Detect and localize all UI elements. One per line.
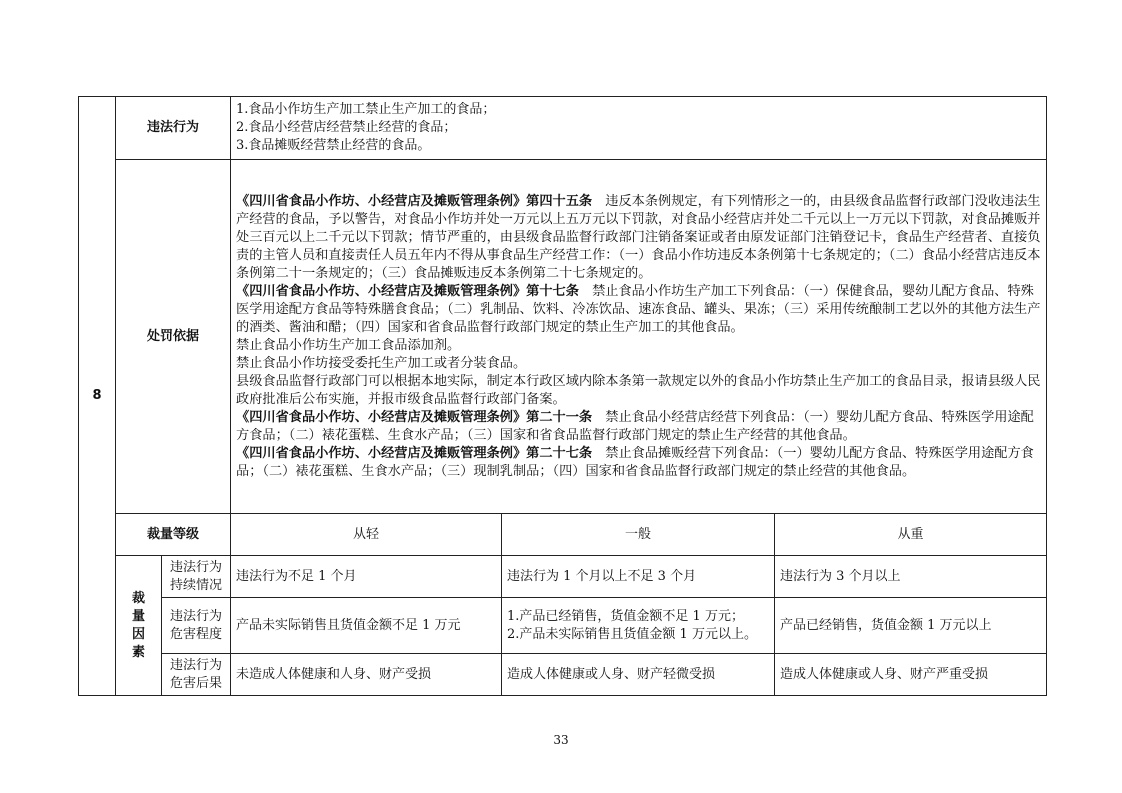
factor-heavy: 产品已经销售，货值金额 1 万元以上	[775, 598, 1047, 654]
factor-normal: 违法行为 1 个月以上不足 3 个月	[502, 556, 775, 598]
law-text: 禁止食品小经营店经营下列食品：（一）婴幼儿配方食品、特殊医学用途配方食品；（二）裱花蛋糕、生食水产品；（三）国家和省食品监督行政部门规定的禁止生产经营的其他食品。	[236, 409, 1034, 443]
violation-label: 违法行为	[116, 97, 231, 160]
basis-paragraph	[236, 445, 1041, 481]
basis-paragraph: 县级食品监督行政部门可以根据本地实际，制定本行政区域内除本条第一款规定以外的食品小作坊禁止生产加工的食品目录，报请县级人民政府批准后公布实施，并报市级食品监督行政部门备案。	[236, 373, 1041, 407]
law-citation: 《四川省食品小作坊、小经营店及摊贩管理条例》第四十五条	[236, 193, 593, 209]
law-text: 禁止食品小作坊生产加工下列食品：（一）保健食品，婴幼儿配方食品、特殊医学用途配方食品等特殊膳食食品；（二）乳制品、饮料、冷冻饮品、速冻食品、罐头、果冻；（三）采用传统酿制工艺以外的其他方法生产的酒类、酱油和醋；（四）国家和省食品监督行政部门规定的禁止生产加工的其他食品。	[236, 283, 1041, 335]
violation-item: 3.食品摊贩经营禁止经营的食品。	[236, 138, 431, 153]
law-citation: 《四川省食品小作坊、小经营店及摊贩管理条例》第二十一条	[236, 409, 593, 425]
factor-light: 产品未实际销售且货值金额不足 1 万元	[231, 598, 502, 654]
basis-paragraph	[236, 283, 1041, 337]
violation-item: 2.食品小经营店经营禁止经营的食品；	[236, 120, 457, 135]
factors-label-text: 裁量因素	[132, 590, 146, 660]
basis-paragraph: 禁止食品小作坊接受委托生产加工或者分装食品。	[236, 355, 527, 371]
basis-paragraph: 禁止食品小作坊生产加工食品添加剂。	[236, 337, 461, 353]
factor-name: 违法行为持续情况	[162, 556, 231, 598]
enforcement-table	[78, 96, 1047, 696]
factor-light: 违法行为不足 1 个月	[231, 556, 502, 598]
law-citation: 《四川省食品小作坊、小经营店及摊贩管理条例》第十七条	[236, 283, 579, 299]
law-text: 违反本条例规定，有下列情形之一的，由县级食品监督行政部门没收违法生产经营的食品，予以警告，对食品小作坊并处一万元以上五万元以下罚款，对食品小经营店并处二千元以上一万元以下罚款，对食品摊贩并处三百元以上二千元以下罚款；情节严重的，由县级食品监督行政部门注销备案证或者由原发证部门注销登记卡，食品生产经营者、直接负责的主管人员和直接责任人员五年内不得从事食品生产经营工作：（一）食品小作坊违反本条例第十七条规定的；（二）食品小经营店违反本条例第二十一条规定的；（三）食品摊贩违反本条例第二十七条规定的。	[236, 193, 1041, 281]
factor-name: 违法行为危害后果	[162, 654, 231, 696]
violation-item: 1.食品小作坊生产加工禁止生产加工的食品；	[236, 102, 496, 117]
factor-light: 未造成人体健康和人身、财产受损	[231, 654, 502, 696]
grade-light: 从轻	[231, 514, 502, 556]
factor-normal: 1.产品已经销售，货值金额不足 1 万元； 2.产品未实际销售且货值金额 1 万元以上。	[502, 598, 775, 654]
basis-paragraph	[236, 193, 1041, 283]
factors-label	[116, 556, 162, 696]
factor-heavy: 违法行为 3 个月以上	[775, 556, 1047, 598]
basis-paragraph	[236, 409, 1041, 445]
factor-heavy: 造成人体健康或人身、财产严重受损	[775, 654, 1047, 696]
violation-content	[231, 97, 1047, 160]
factor-normal: 造成人体健康或人身、财产轻微受损	[502, 654, 775, 696]
penalty-basis-label: 处罚依据	[116, 160, 231, 514]
law-citation: 《四川省食品小作坊、小经营店及摊贩管理条例》第二十七条	[236, 445, 593, 461]
page-number: 33	[553, 733, 569, 747]
law-text: 禁止食品摊贩经营下列食品：（一）婴幼儿配方食品、特殊医学用途配方食品；（二）裱花蛋糕、生食水产品；（三）现制乳制品；（四）国家和省食品监督行政部门规定的禁止经营的其他食品。	[236, 445, 1034, 479]
row-number: 8	[79, 97, 116, 696]
grade-normal: 一般	[502, 514, 775, 556]
penalty-basis-content	[231, 160, 1047, 514]
grade-heavy: 从重	[775, 514, 1047, 556]
factor-name: 违法行为危害程度	[162, 598, 231, 654]
grade-label: 裁量等级	[116, 514, 231, 556]
